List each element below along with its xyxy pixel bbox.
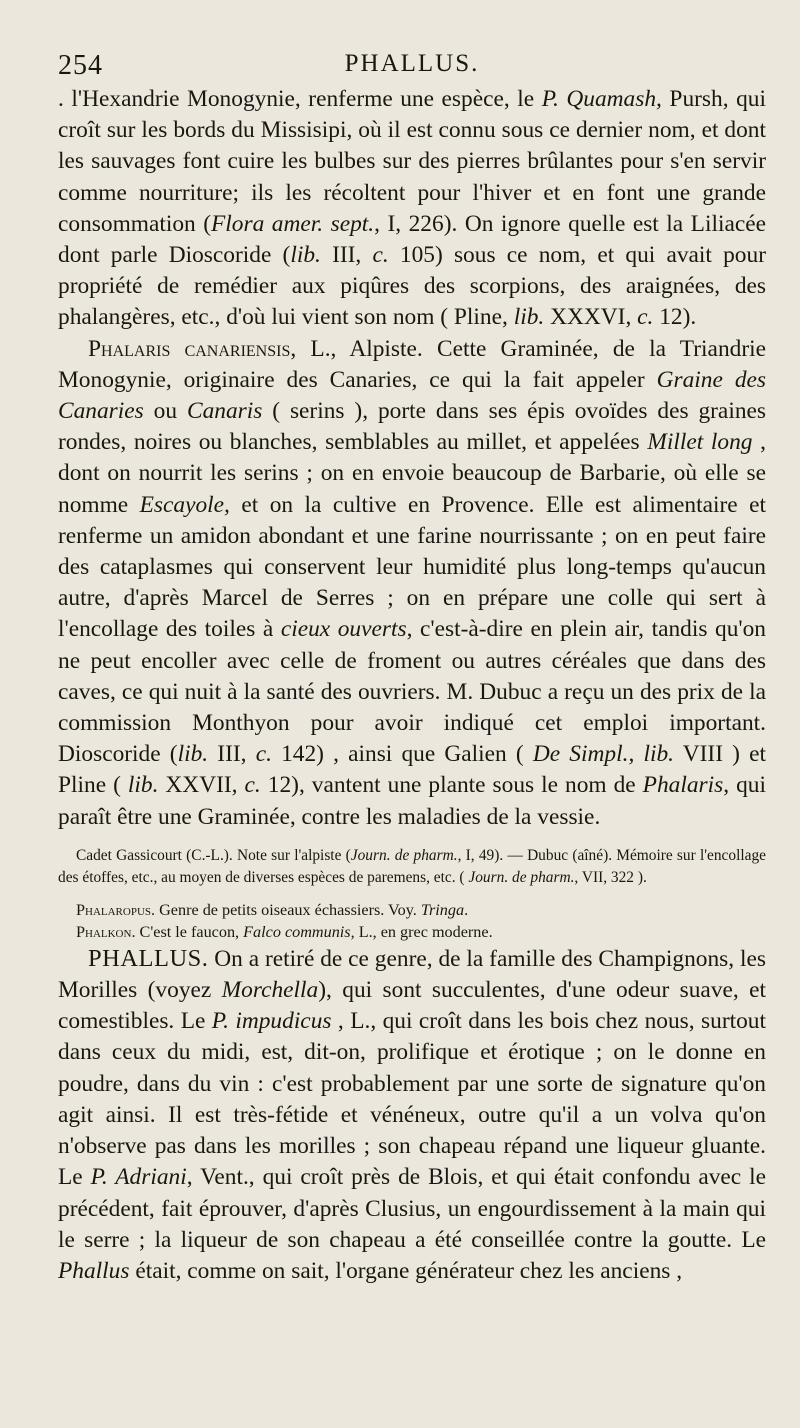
text-run: . l'Hexandrie Monogynie, renferme une espèce, le — [58, 86, 542, 112]
citation-abbrev: c. — [244, 772, 261, 799]
text-run: , I, 226). On ignore quelle est la Liliacée dont parle Dioscoride ( — [58, 210, 766, 269]
text-run: . Genre de petits oiseaux échassiers. Voy. — [151, 900, 421, 919]
text-run: L., en grec moderne. — [354, 922, 493, 941]
cross-reference: Tringa — [420, 900, 465, 919]
short-entries — [58, 899, 766, 943]
text-run: XXVII, — [158, 772, 245, 799]
species-name: Falco communis, — [243, 922, 355, 941]
citation-title: De Simpl., lib. — [532, 741, 674, 768]
entry-phalaropus — [58, 899, 766, 921]
text-run: 12), vantent une plante sous le nom de — [260, 772, 643, 799]
text-run: Pursh, qui croît sur les bords du Missisipi, où il est connu sous ce dernier nom, et dont les sauvages font cuire les bulbes sur des pierres brûlantes pour s'en servir comme nourriture; ils les récoltent pour l'hiver et en font une grande consommation ( — [58, 86, 767, 237]
text-run: , qui paraît être une Graminée, contre les maladies de la vessie. — [58, 772, 766, 830]
entry-phalkon — [58, 921, 766, 943]
entry-headword: Phalkon — [76, 922, 132, 941]
citation-abbrev: lib. — [290, 242, 321, 269]
text-run: , L., Alpiste. Cette Graminée, de la Triandrie Monogynie, originaire des Canaries, ce qui la fait appeler — [58, 335, 767, 393]
text-run: ), qui sont succulentes, d'une odeur suave, et comestibles. Le — [58, 977, 766, 1035]
vernacular-name: Graine des Canaries — [58, 366, 767, 425]
text-run: , L., qui croît dans les bois chez nous, surtout dans ceux du midi, est, dit-on, prolifique et érotique ; on le donne en poudre, dans du vin : c'est probablement par une sorte de signature qu'on agit ainsi. Il est très-fétide et vénéneux, outre qu'il a un volva qu'on n'observe pas dans les morilles ; son chapeau répand une liqueur gluante. Le — [58, 1008, 766, 1191]
text-run: ( serins ), porte dans ses épis ovoïdes des graines rondes, noires ou blanches, semblables au millet, et appelées — [58, 398, 766, 456]
text-run: 142) , ainsi que Galien ( — [271, 741, 533, 768]
vernacular-name: Escayole, — [139, 491, 230, 518]
genus-name: Phallus — [58, 1257, 130, 1284]
page-body — [58, 84, 766, 1287]
citation-abbrev: lib. — [127, 772, 159, 799]
text-run: ou — [143, 398, 187, 425]
species-name: P. impudicus — [211, 1008, 332, 1035]
citation-abbrev: c. — [637, 304, 654, 331]
text-run: 105) sous ce nom, et qui avait pour propriété de remédier aux piqûres des scorpions, des araignées, des phalangères, etc., d'où lui vient son nom ( Pline, — [58, 242, 766, 331]
bibliography-note — [58, 845, 766, 889]
running-head: PHALLUS. — [344, 50, 480, 77]
entry-phalaris — [58, 334, 766, 833]
entry-phallus — [58, 943, 766, 1287]
citation-abbrev: lib. — [177, 741, 209, 768]
text-run: III, — [208, 741, 256, 768]
page-header — [58, 44, 766, 84]
paragraph-continuation — [58, 84, 766, 334]
text-run: . — [464, 900, 469, 919]
vernacular-name: Canaris — [186, 398, 263, 425]
page-number: 254 — [58, 50, 103, 81]
text-run: On a retiré de ce genre, de la famille des Champignons, les Morilles (voyez — [58, 945, 766, 1004]
citation-abbrev: lib. — [513, 304, 545, 331]
text-run: , Vent., qui croît près de Blois, et qui était confondu avec le précédent, fait éprouver, d'après Clusius, un engourdissement à la main qui le serre ; la liqueur de son chapeau a été conseillée contre la goutte. Le — [58, 1164, 766, 1253]
species-name: P. Quamash, — [541, 86, 662, 112]
text-run: . C'est le faucon, — [131, 922, 244, 941]
text-run: et on la cultive en Provence. Elle est alimentaire et renferme un amidon abondant et une farine nourrissante ; on en peut faire des cataplasmes qui conservent leur humidité plus long-temps qu'aucun autre, d'après Marcel de Serres ; on en prépare une colle qui sert à l'encollage des toiles à — [58, 491, 766, 643]
entry-headword: PHALLUS. — [88, 944, 209, 972]
citation-abbrev: c. — [255, 741, 272, 768]
text-run: , dont on nourrit les serins ; on en envoie beaucoup de Barbarie, où elle se nomme — [58, 429, 766, 518]
text-run: , VII, 322 ). — [574, 868, 647, 886]
text-run: 12). — [653, 304, 697, 331]
text-run: , c'est-à-dire en plein air, tandis qu'on ne peut encoller avec celle de froment ou autres céréales que dans des caves, ce qui nuit à la santé des ouvriers. M. Dubuc a reçu un des prix de la commission Monthyon pour avoir indiqué cet emploi important. Dioscoride ( — [58, 616, 766, 768]
bibliography-entry — [58, 845, 766, 889]
text-run: III, — [320, 242, 373, 269]
text-run: Cadet Gassicourt (C.-L.). Note sur l'alpiste ( — [76, 846, 351, 864]
entry-headword: Phalaropus — [76, 900, 152, 919]
citation-title: Journ. de pharm. — [468, 868, 575, 886]
entry-headword: Phalaris canariensis — [88, 335, 291, 362]
vernacular-name: Millet long — [647, 429, 753, 456]
italic-phrase: cieux ouverts — [280, 616, 407, 643]
cross-reference: Morchella — [221, 977, 319, 1004]
citation-title: Journ. de pharm. — [350, 846, 458, 864]
text-run: était, comme on sait, l'organe générateur chez les anciens , — [129, 1257, 683, 1284]
text-run: VIII ) et Pline ( — [58, 741, 766, 799]
text-run: , I, 49). — Dubuc (aîné). Mémoire sur l'encollage des étoffes, etc., au moyen de diverses espèces de paremens, etc. ( — [58, 846, 766, 886]
species-name: P. Adriani — [90, 1164, 187, 1191]
genus-name: Phalaris — [642, 772, 724, 799]
citation-title: Flora amer. sept. — [211, 210, 375, 237]
text-run: XXXVI, — [544, 304, 638, 331]
citation-abbrev: c. — [372, 242, 389, 269]
